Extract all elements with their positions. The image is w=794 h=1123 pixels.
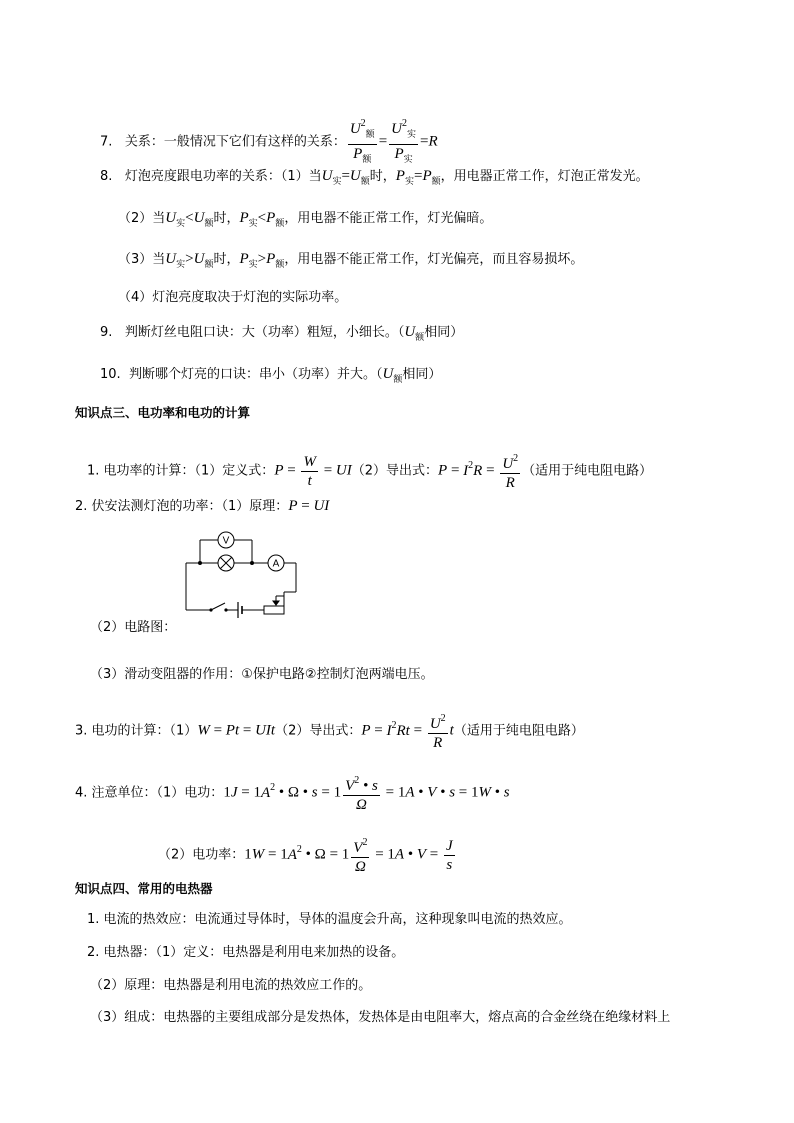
item-9: 9. 判断灯丝电阻口诀：大（功率）粗短，小细长。（$U_额$相同）: [100, 324, 464, 343]
voltmeter-label: V: [222, 535, 230, 547]
sec3-item-4-power: （2）电功率：$1W = 1A^2$ • Ω = 1 $\frac{V^2}{\Omega}$ = 1A • V = $\frac{J}{s}$: [158, 834, 457, 876]
item-7: 7. 关系：一般情况下它们有这样的关系： $\frac{U^2_额}{P_额}$ = $\frac{U^2_实}{P_实}$ =R: [100, 115, 438, 169]
sec4-item-1: 1. 电流的热效应：电流通过导体时，导体的温度会升高，这种现象叫电流的热效应。: [87, 912, 572, 927]
section3-heading: 知识点三、电功率和电功的计算: [75, 405, 251, 420]
sec3-item-2: 2. 伏安法测灯泡的功率：（1）原理：P = UI: [75, 498, 330, 514]
item-8-2: （2）当$U_实<U_额$时，$P_实<P_额$，用电器不能正常工作，灯光偏暗。: [118, 210, 493, 229]
sec3-item-1: 1. 电功率的计算：（1）定义式：P = $\frac{W}{t}$ = UI（2）导出式：$P = I^2R$ = $\frac{U^2}{R}$ （适用于纯电阻电路）: [87, 450, 652, 492]
item-8-4: （4）灯泡亮度取决于灯泡的实际功率。: [118, 290, 348, 305]
item-8: 8. 灯泡亮度跟电功率的关系：（1）当$U_实=U_额$时，$P_实=P_额$，用电器正常工作，灯泡正常发光。: [100, 168, 649, 187]
ratio-actual: $\frac{U^2_实}{P_实}$: [389, 115, 418, 169]
sec3-item-3: 3. 电功的计算：（1）W = Pt = UIt（2）导出式：$P = I^2Rt$ = $\frac{U^2}{R}$ t（适用于纯电阻电路）: [75, 710, 584, 752]
section4-heading: 知识点四、常用的电热器: [75, 881, 213, 896]
sec3-item-4: 4. 注意单位：（1）电功：$1J = 1A^2$ • Ω • s = 1 $\frac{V^2 • s}{\Omega}$ = 1A • V • s = 1W • s: [75, 772, 510, 814]
circuit-diagram: [180, 528, 306, 618]
sec4-item-2: 2. 电热器：（1）定义：电热器是利用电来加热的设备。: [87, 945, 405, 960]
item-8-3: （3）当$U_实>U_额$时，$P_实>P_额$，用电器不能正常工作，灯光偏亮，而且容易损坏。: [118, 251, 584, 270]
ammeter-label: A: [272, 558, 280, 570]
sec3-item-2-diagram-label: （2）电路图：: [90, 620, 177, 635]
sec3-item-2-rheostat: （3）滑动变阻器的作用：①保护电路②控制灯泡两端电压。: [90, 667, 434, 682]
ratio-rated: $\frac{U^2_额}{P_额}$: [348, 115, 377, 169]
sec4-item-2-principle: （2）原理：电热器是利用电流的热效应工作的。: [90, 978, 372, 993]
item-10: 10. 判断哪个灯亮的口诀：串小（功率）并大。（$U_额$相同）: [100, 366, 442, 385]
sec4-item-2-composition: （3）组成：电热器的主要组成部分是发热体，发热体是由电阻率大，熔点高的合金丝绕在绝缘材料上: [90, 1010, 671, 1025]
